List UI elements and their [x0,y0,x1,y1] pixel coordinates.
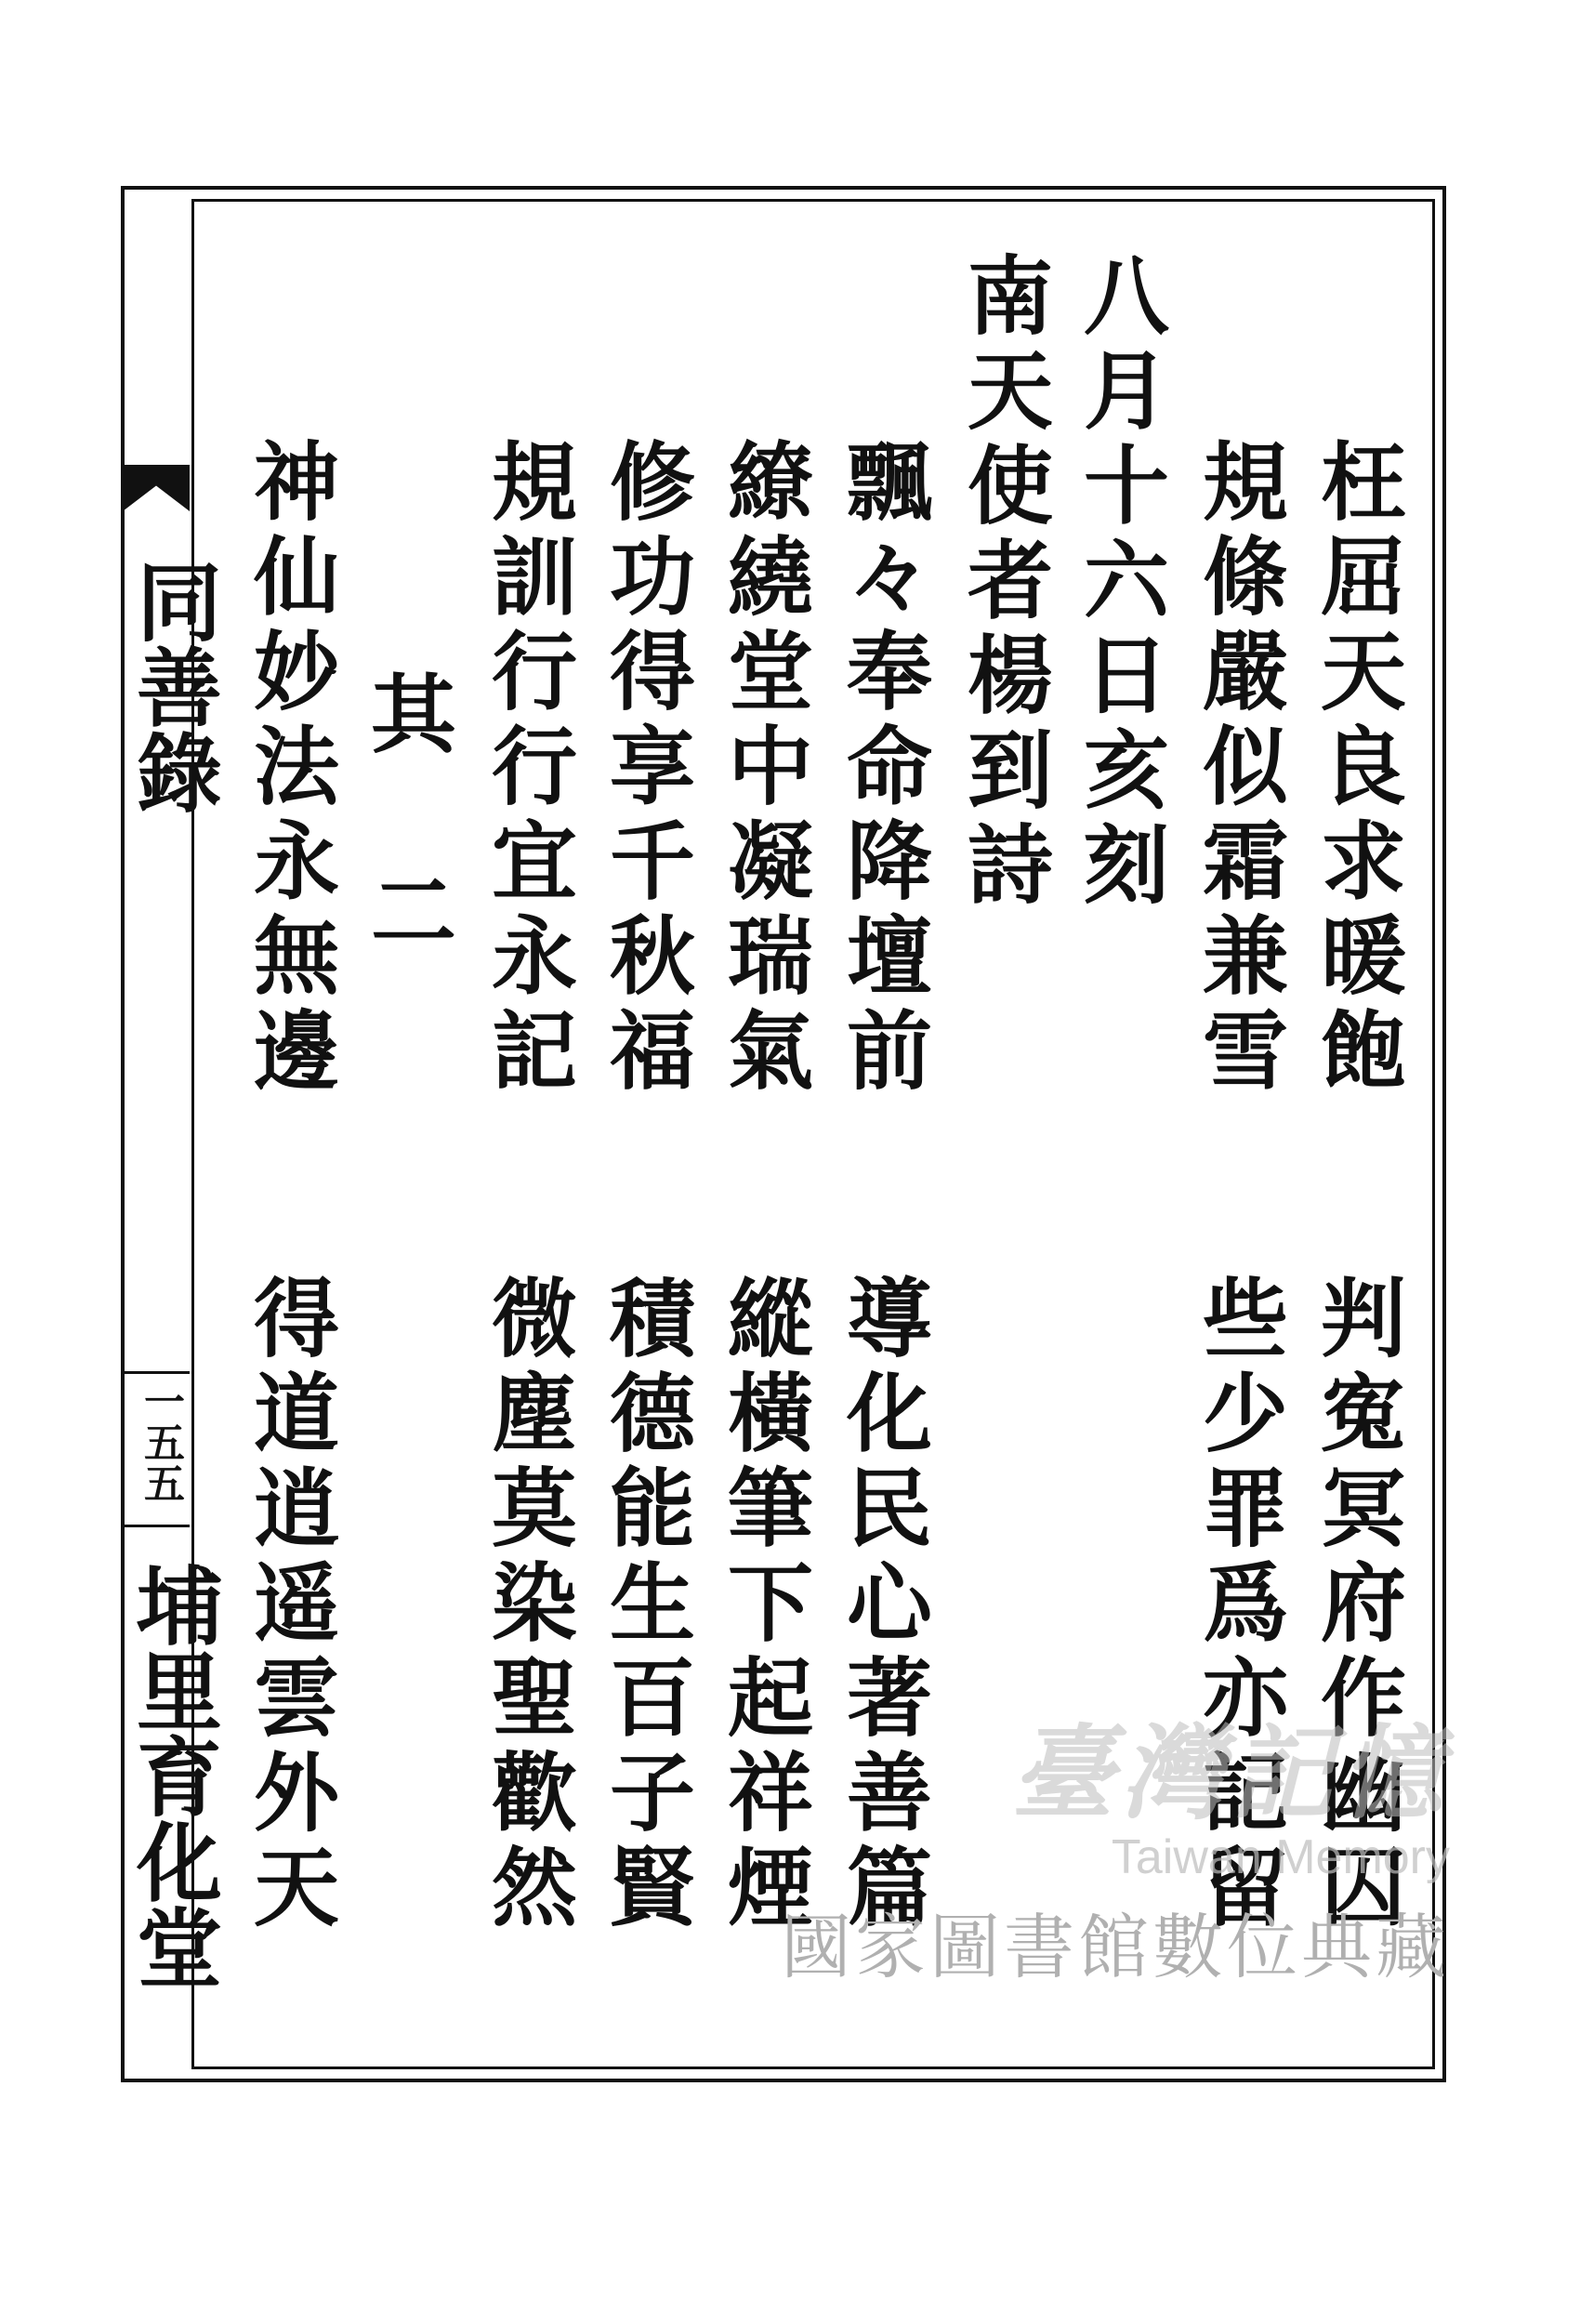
poem-line-2-top: 規條嚴似霜兼雪 [1189,437,1289,1101]
watermark-english: Taiwan Memory [1111,1830,1450,1884]
margin-hall-name: 埔里育化堂 [123,1562,223,1989]
margin-rule-top [123,1371,190,1374]
poem-line-5-top: 修功得享千秋福 [596,437,696,1101]
poem-line-3-top: 飄々奉命降壇前 [833,437,933,1101]
poem-line-5-bottom: 積德能生百子賢 [596,1274,696,1937]
poem-line-1-top: 枉屈天良求暖飽 [1307,437,1407,1101]
envoy-poem-heading: 南天使者楊到詩 [954,251,1054,915]
margin-book-title: 同善錄 [123,558,223,814]
poem-line-2-bottom: 些少罪爲亦記留 [1189,1274,1289,1937]
poem-line-6-bottom: 微塵莫染聖歡然 [478,1274,578,1937]
poem-line-7-top: 神仙妙法永無邊 [240,437,340,1101]
second-poem-heading: 其二 [357,669,457,1063]
poem-line-6-top: 規訓行行宜永記 [478,437,578,1101]
watermark-logo: 臺灣記憶 [1011,1713,1450,1833]
poem-line-7-bottom: 得道逍遥雲外天 [240,1274,340,1937]
margin-rule-bottom [123,1525,190,1527]
poem-line-3-bottom: 導化民心著善篇 [833,1274,933,1937]
margin-page-number: 一五五 [137,1380,184,1503]
poem-line-1-bottom: 判寃冥府作幽囚 [1307,1274,1407,1937]
library-watermark [725,1692,1450,1992]
poem-line-4-top: 繚繞堂中凝瑞氣 [714,437,814,1101]
poem-line-4-bottom: 縱橫筆下起祥煙 [714,1274,814,1937]
date-heading: 八月十六日亥刻 [1070,251,1170,915]
watermark-chinese: 國家圖書館數位典藏 [781,1906,1450,1988]
